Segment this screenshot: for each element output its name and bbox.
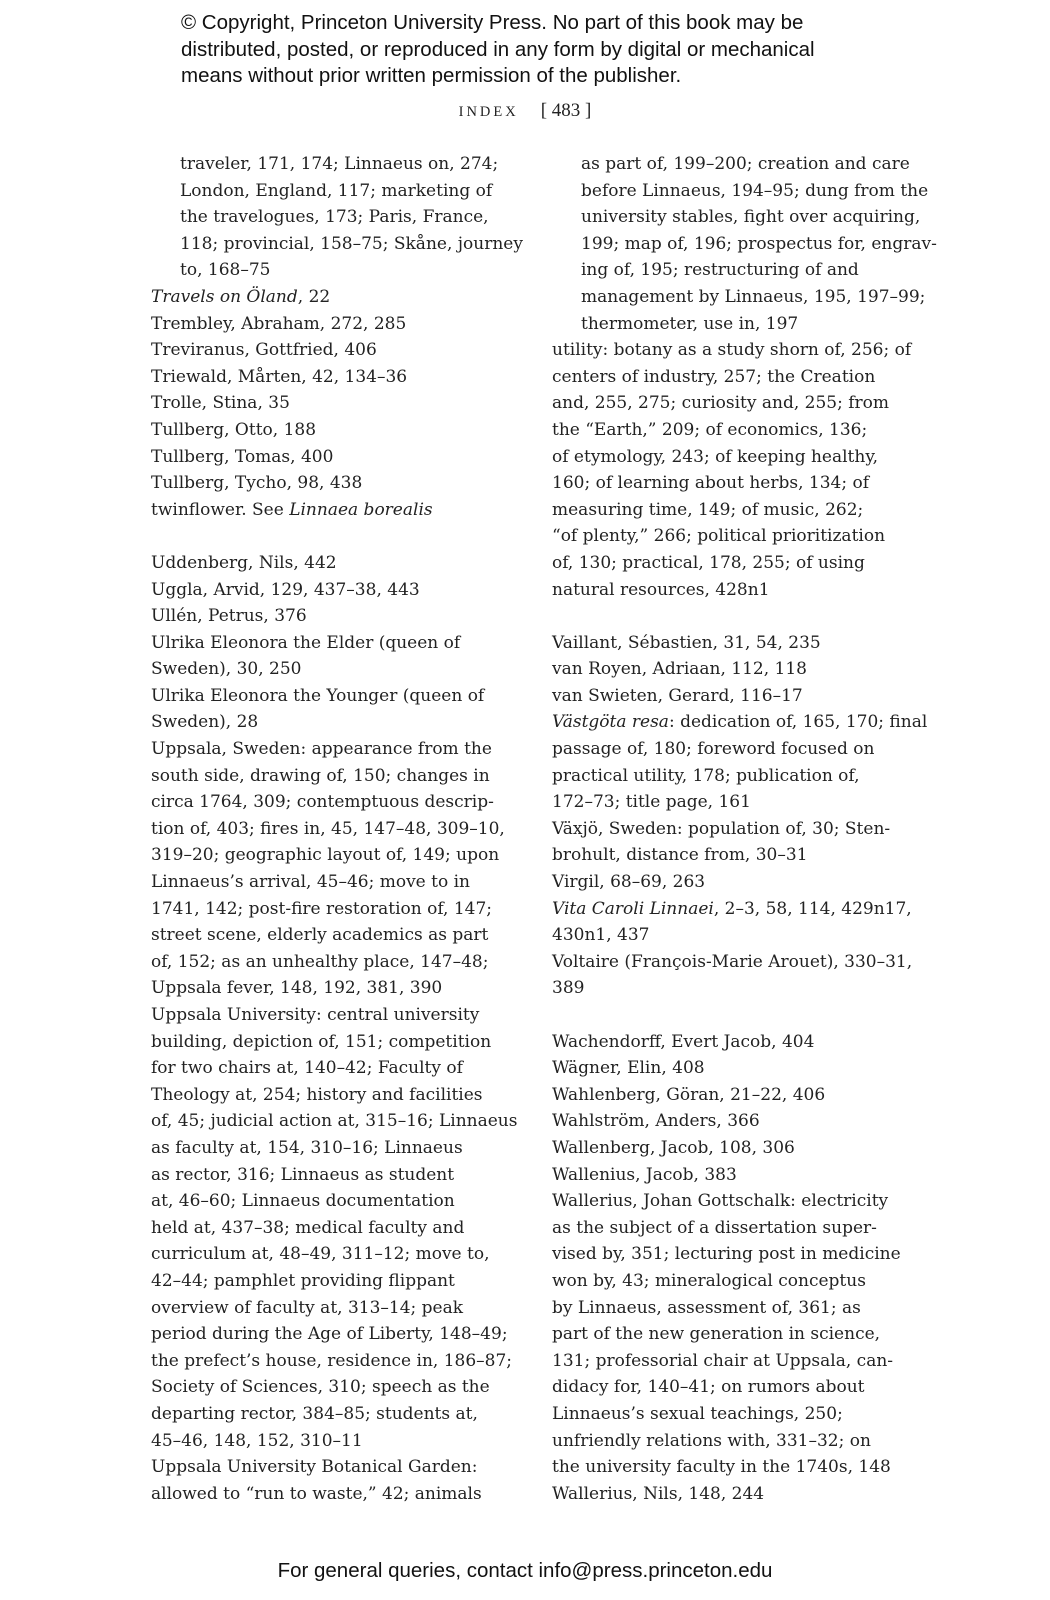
index-line: south side, drawing of, 150; changes in <box>151 765 490 786</box>
index-entry-continuation <box>151 151 523 284</box>
index-line: Wallerius, Nils, 148, 244 <box>552 1483 765 1504</box>
index-line: 319–20; geographic layout of, 149; upon <box>151 845 500 866</box>
index-line: Treviranus, Gottfried, 406 <box>151 340 377 361</box>
index-line: Wahlenberg, Göran, 21–22, 406 <box>552 1084 826 1105</box>
index-line: Vaillant, Sébastien, 31, 54, 235 <box>552 632 821 653</box>
index-line: management by Linnaeus, 195, 197–99; <box>581 286 926 307</box>
index-line: university stables, fight over acquiring, <box>581 207 921 228</box>
index-line: ing of, 195; restructuring of and <box>581 260 859 281</box>
index-entry <box>151 736 519 1002</box>
section-spacer <box>552 603 924 630</box>
index-line: 131; professorial chair at Uppsala, can- <box>552 1350 894 1371</box>
index-line: Trembley, Abraham, 272, 285 <box>151 313 407 334</box>
index-entry <box>151 683 519 736</box>
index-line: measuring time, 149; of music, 262; <box>552 499 864 520</box>
index-entry <box>151 550 519 577</box>
index-line: Tullberg, Otto, 188 <box>151 419 317 440</box>
index-line: 1741, 142; post-fire restoration of, 147; <box>151 898 492 919</box>
index-line: Wallerius, Johan Gottschalk: electricity <box>552 1191 889 1212</box>
index-line: twinflower. See Linnaea borealis <box>151 499 433 520</box>
index-entry <box>552 1188 924 1481</box>
section-spacer <box>151 523 519 550</box>
index-entry <box>552 896 924 949</box>
index-line: 118; provincial, 158–75; Skåne, journey <box>180 233 523 254</box>
index-entry <box>151 390 519 417</box>
index-line: Uddenberg, Nils, 442 <box>151 552 337 573</box>
index-entry <box>151 470 519 497</box>
index-entry <box>151 311 519 338</box>
index-line: Voltaire (François-Marie Arouet), 330–31, <box>552 951 913 972</box>
index-line: before Linnaeus, 194–95; dung from the <box>581 180 929 201</box>
index-line: 160; of learning about herbs, 134; of <box>552 473 869 494</box>
index-line: of etymology, 243; of keeping healthy, <box>552 446 879 467</box>
index-line: by Linnaeus, assessment of, 361; as <box>552 1297 861 1318</box>
index-line: Sweden), 28 <box>151 712 259 733</box>
index-line: Theology at, 254; history and facilities <box>151 1084 483 1105</box>
index-line: 45–46, 148, 152, 310–11 <box>151 1430 363 1451</box>
index-line: Uppsala, Sweden: appearance from the <box>151 739 492 760</box>
index-line: van Swieten, Gerard, 116–17 <box>552 685 803 706</box>
index-entry <box>552 709 928 815</box>
index-line: part of the new generation in science, <box>552 1324 881 1345</box>
index-line: Uppsala University: central university <box>151 1005 480 1025</box>
index-line: 430n1, 437 <box>552 925 650 946</box>
index-line: the travelogues, 173; Paris, France, <box>180 207 489 228</box>
index-line: van Royen, Adriaan, 112, 118 <box>552 659 807 680</box>
index-line: Sweden), 30, 250 <box>151 659 302 680</box>
index-entry <box>552 869 924 896</box>
index-entry <box>552 337 924 603</box>
index-entry <box>151 603 519 630</box>
italic-title: Västgöta resa <box>552 712 669 733</box>
index-line: Travels on Öland, 22 <box>151 286 331 307</box>
copyright-line: distributed, posted, or reproduced in any form by digital or mechanical <box>181 37 815 61</box>
index-line: the university faculty in the 1740s, 148 <box>552 1457 891 1478</box>
footer-contact: For general queries, contact info@press.princeton.edu <box>277 1559 773 1582</box>
index-line: traveler, 171, 174; Linnaeus on, 274; <box>180 154 499 174</box>
index-line: 172–73; title page, 161 <box>552 792 751 813</box>
page-number: [ 483 ] <box>540 100 592 121</box>
section-spacer <box>552 1002 924 1029</box>
index-line: curriculum at, 48–49, 311–12; move to, <box>151 1244 490 1265</box>
index-line: Wachendorff, Evert Jacob, 404 <box>552 1031 815 1052</box>
index-entry <box>151 497 519 524</box>
index-line: Virgil, 68–69, 263 <box>552 872 706 893</box>
index-line: Uppsala University Botanical Garden: <box>151 1457 478 1478</box>
index-line: brohult, distance from, 30–31 <box>552 845 808 866</box>
index-entry <box>552 816 924 869</box>
index-line: Ullén, Petrus, 376 <box>151 606 307 627</box>
index-line: Uppsala fever, 148, 192, 381, 390 <box>151 978 443 999</box>
index-line: Linnaeus’s arrival, 45–46; move to in <box>151 872 471 893</box>
copyright-line: means without prior written permission of the publisher. <box>181 64 682 87</box>
italic-title: Travels on Öland <box>151 286 298 307</box>
index-entry <box>552 630 924 657</box>
index-line: as part of, 199–200; creation and care <box>581 154 910 174</box>
index-entry <box>552 683 924 710</box>
index-entry <box>151 630 519 683</box>
index-line: the prefect’s house, residence in, 186–87; <box>151 1350 513 1371</box>
index-entry <box>552 1029 924 1056</box>
index-line: street scene, elderly academics as part <box>151 925 489 946</box>
index-line: Wallenberg, Jacob, 108, 306 <box>552 1137 795 1158</box>
index-line: as rector, 316; Linnaeus as student <box>151 1164 455 1185</box>
index-line: “of plenty,” 266; political prioritization <box>552 526 886 547</box>
index-line: thermometer, use in, 197 <box>581 313 799 334</box>
index-line: Triewald, Mårten, 42, 134–36 <box>151 366 408 387</box>
index-line: and, 255, 275; curiosity and, 255; from <box>552 393 890 414</box>
index-line: Västgöta resa: dedication of, 165, 170; final <box>552 712 928 733</box>
index-line: won by, 43; mineralogical conceptus <box>552 1270 866 1291</box>
index-line: unfriendly relations with, 331–32; on <box>552 1430 871 1451</box>
index-entry <box>151 337 519 364</box>
index-entry <box>151 444 519 471</box>
index-line: Wahlström, Anders, 366 <box>552 1111 760 1132</box>
index-entry <box>151 284 519 311</box>
index-line: Wägner, Elin, 408 <box>552 1058 705 1079</box>
index-line: departing rector, 384–85; students at, <box>151 1403 478 1424</box>
italic-title: Linnaea borealis <box>289 499 433 520</box>
index-line: Uggla, Arvid, 129, 437–38, 443 <box>151 579 420 600</box>
index-line: 389 <box>552 978 585 999</box>
index-entry <box>552 656 924 683</box>
index-line: Ulrika Eleonora the Younger (queen of <box>151 685 485 706</box>
index-line: vised by, 351; lecturing post in medicine <box>552 1244 901 1265</box>
index-line: passage of, 180; foreword focused on <box>552 739 875 760</box>
running-head-label: INDEX <box>458 104 519 120</box>
index-entry <box>151 1002 519 1454</box>
index-line: building, depiction of, 151; competition <box>151 1031 492 1052</box>
index-line: Tullberg, Tomas, 400 <box>151 446 334 467</box>
index-line: of, 152; as an unhealthy place, 147–48; <box>151 951 489 972</box>
index-line: allowed to “run to waste,” 42; animals <box>151 1483 482 1504</box>
index-entry <box>151 364 519 391</box>
italic-title: Vita Caroli Linnaei <box>552 898 714 919</box>
index-line: didacy for, 140–41; on rumors about <box>552 1377 865 1398</box>
index-line: Linnaeus’s sexual teachings, 250; <box>552 1403 843 1424</box>
index-line: of, 130; practical, 178, 255; of using <box>552 552 865 573</box>
index-entry <box>552 949 924 1002</box>
index-entry <box>552 1082 924 1109</box>
index-line: Växjö, Sweden: population of, 30; Sten- <box>552 818 891 839</box>
index-line: practical utility, 178; publication of, <box>552 765 860 786</box>
index-line: for two chairs at, 140–42; Faculty of <box>151 1058 463 1079</box>
index-line: London, England, 117; marketing of <box>180 180 493 201</box>
index-entry-continuation <box>552 151 937 337</box>
index-line: as the subject of a dissertation super- <box>552 1217 877 1238</box>
index-line: Tullberg, Tycho, 98, 438 <box>151 473 363 494</box>
index-entry <box>552 1108 924 1135</box>
index-line: centers of industry, 257; the Creation <box>552 366 876 387</box>
index-line: as faculty at, 154, 310–16; Linnaeus <box>151 1137 463 1158</box>
index-column-right <box>552 151 937 1507</box>
index-line: to, 168–75 <box>180 260 271 281</box>
index-entry <box>552 1055 924 1082</box>
index-line: 42–44; pamphlet providing flippant <box>151 1270 455 1291</box>
copyright-notice <box>181 10 901 90</box>
index-entry <box>151 417 519 444</box>
index-line: tion of, 403; fires in, 45, 147–48, 309–10, <box>151 818 505 839</box>
index-entry <box>552 1135 924 1162</box>
index-column-left <box>151 151 523 1507</box>
index-line: Vita Caroli Linnaei, 2–3, 58, 114, 429n17, <box>552 898 912 919</box>
index-line: held at, 437–38; medical faculty and <box>151 1217 465 1238</box>
index-line: at, 46–60; Linnaeus documentation <box>151 1191 455 1212</box>
index-line: circa 1764, 309; contemptuous descrip- <box>151 792 494 813</box>
index-line: Wallenius, Jacob, 383 <box>552 1164 737 1185</box>
index-entry <box>151 1454 519 1507</box>
index-entry <box>552 1481 924 1508</box>
index-line: period during the Age of Liberty, 148–49; <box>151 1324 508 1345</box>
index-entry <box>151 577 519 604</box>
index-line: of, 45; judicial action at, 315–16; Linnaeus <box>151 1111 518 1132</box>
index-line: overview of faculty at, 313–14; peak <box>151 1297 464 1318</box>
running-head <box>0 100 1050 122</box>
index-line: Ulrika Eleonora the Elder (queen of <box>151 632 461 653</box>
index-line: natural resources, 428n1 <box>552 579 770 600</box>
index-line: the “Earth,” 209; of economics, 136; <box>552 419 868 440</box>
index-line: Society of Sciences, 310; speech as the <box>151 1377 490 1398</box>
index-entry <box>552 1162 924 1189</box>
index-line: 199; map of, 196; prospectus for, engrav- <box>581 233 937 254</box>
copyright-line: © Copyright, Princeton University Press. No part of this book may be <box>181 11 804 34</box>
index-line: utility: botany as a study shorn of, 256; of <box>552 340 912 361</box>
index-line: Trolle, Stina, 35 <box>151 393 290 414</box>
